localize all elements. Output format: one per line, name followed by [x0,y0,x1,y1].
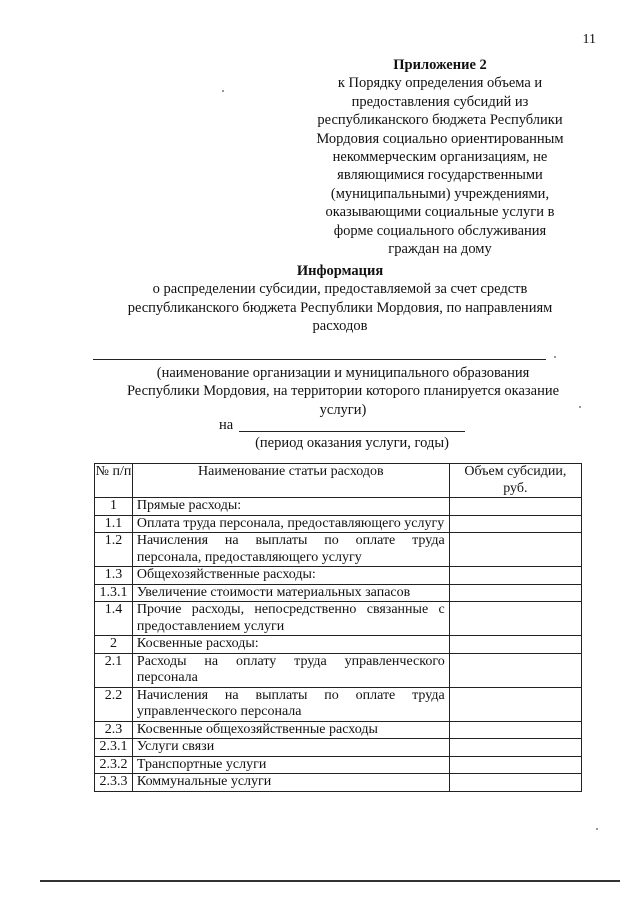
row-name: Прочие расходы, непосредственно связанные с предоставлением услуги [132,602,449,636]
info-block [80,262,600,336]
appendix-line: республиканского бюджета Республики [317,112,563,129]
row-num: 1.1 [95,515,133,533]
page-number: 11 [582,32,596,47]
row-num: 1.3.1 [95,584,133,602]
row-sum-cell[interactable] [449,653,581,687]
header-num: № п/п [95,464,133,498]
row-sum-cell[interactable] [449,721,581,739]
table-header-row [95,464,582,498]
row-name: Транспортные услуги [132,756,449,774]
scan-speck [579,406,581,408]
row-name: Прямые расходы: [132,498,449,516]
row-name: Оплата труда персонала, предоставляющего услугу [132,515,449,533]
row-name: Начисления на выплаты по оплате труда управленческого персонала [132,687,449,721]
row-sum-cell[interactable] [449,636,581,654]
row-num: 2.3 [95,721,133,739]
row-num: 1.3 [95,567,133,585]
row-num: 1.2 [95,533,133,567]
row-sum-cell[interactable] [449,602,581,636]
row-sum-cell[interactable] [449,687,581,721]
row-sum-cell[interactable] [449,533,581,567]
appendix-line: форме социального обслуживания [333,222,547,239]
period-caption: (период оказания услуги, годы) [255,435,449,451]
table-row [95,567,582,585]
header-sum: Объем субсидии, руб. [449,464,581,498]
info-title: Информация [296,263,384,279]
row-name: Общехозяйственные расходы: [132,567,449,585]
scan-speck [554,356,556,358]
table-row [95,584,582,602]
row-name: Услуги связи [132,739,449,757]
row-name: Косвенные общехозяйственные расходы [132,721,449,739]
row-sum-cell[interactable] [449,498,581,516]
row-num: 2.2 [95,687,133,721]
appendix-block [312,56,568,258]
info-line: расходов [312,318,368,335]
scan-bottom-edge [40,880,620,882]
appendix-line: оказывающими социальные услуги в [325,204,555,221]
row-name: Расходы на оплату труда управленческого персонала [132,653,449,687]
row-num: 2.1 [95,653,133,687]
info-line: о распределении субсидии, предоставляемой за счет средств [152,281,528,298]
info-line: республиканского бюджета Республики Мордовия, по направлениям [127,299,553,316]
period-prefix: на [219,417,234,433]
table-row [95,756,582,774]
row-num: 2.3.1 [95,739,133,757]
organization-blank-line[interactable] [93,359,546,360]
appendix-line: (муниципальными) учреждениями, [330,185,550,202]
appendix-line: Мордовия социально ориентированным [316,130,564,147]
row-name: Косвенные расходы: [132,636,449,654]
table-row [95,739,582,757]
row-num: 1.4 [95,602,133,636]
appendix-title: Приложение 2 [393,57,487,73]
appendix-line: к Порядку определения объема и [337,75,543,92]
row-sum-cell[interactable] [449,756,581,774]
appendix-line: некоммерческим организациям, не [332,149,548,166]
row-num: 2 [95,636,133,654]
table-row [95,498,582,516]
row-sum-cell[interactable] [449,567,581,585]
organization-caption-line: (наименование организации и муниципального образования [156,365,530,381]
row-num: 2.3.3 [95,774,133,792]
table-row [95,515,582,533]
table-row [95,721,582,739]
table-row [95,533,582,567]
row-sum-cell[interactable] [449,774,581,792]
row-name: Увеличение стоимости материальных запасов [132,584,449,602]
row-name: Начисления на выплаты по оплате труда персонала, предоставляющего услугу [132,533,449,567]
appendix-line: предоставления субсидий из [351,93,529,110]
row-name: Коммунальные услуги [132,774,449,792]
scan-speck [596,828,598,830]
table-row [95,774,582,792]
table-row [95,602,582,636]
table-row [95,653,582,687]
row-sum-cell[interactable] [449,739,581,757]
period-blank-line[interactable] [239,431,465,432]
organization-caption [108,364,578,419]
appendix-line: являющимися государственными [337,167,543,184]
row-num: 1 [95,498,133,516]
header-name: Наименование статьи расходов [132,464,449,498]
appendix-line: граждан на дому [388,241,492,258]
row-sum-cell[interactable] [449,584,581,602]
table-row [95,636,582,654]
row-sum-cell[interactable] [449,515,581,533]
organization-caption-line: услуги) [319,401,367,418]
expenses-table [94,463,582,792]
scan-speck [222,90,224,92]
organization-caption-line: Республики Мордовия, на территории которого планируется оказание [126,383,560,400]
row-num: 2.3.2 [95,756,133,774]
table-row [95,687,582,721]
